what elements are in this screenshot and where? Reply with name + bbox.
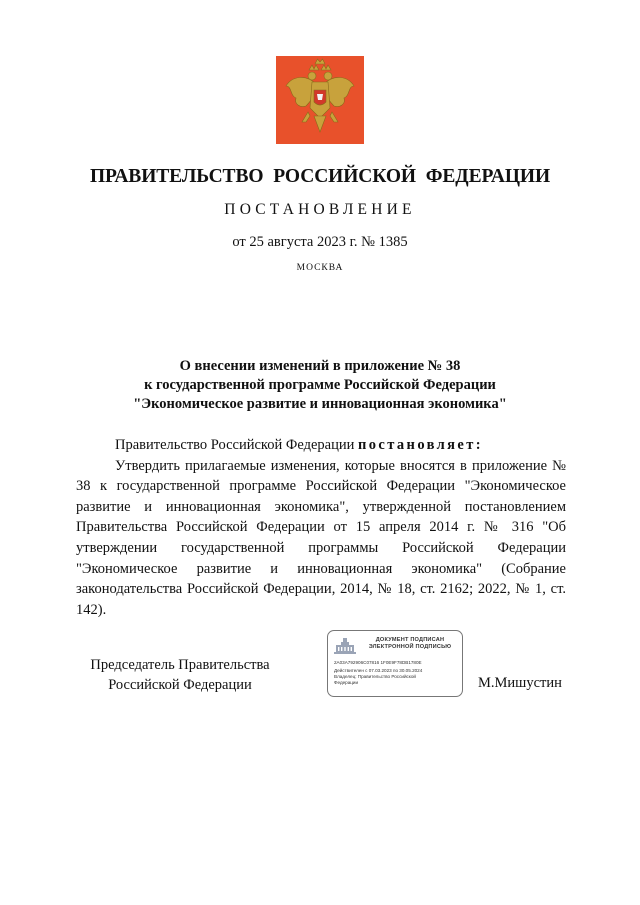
document-date-number: от 25 августа 2023 г. № 1385 bbox=[232, 234, 408, 250]
government-building-icon bbox=[334, 638, 356, 654]
government-title: ПРАВИТЕЛЬСТВО РОССИЙСКОЙ ФЕДЕРАЦИИ bbox=[89, 166, 551, 187]
signer-position-line: Председатель Правительства bbox=[90, 657, 270, 673]
signer-position-line: Российской Федерации bbox=[108, 677, 252, 693]
stamp-validity: Действителен с 07.03.2023 по 30.05.2024 bbox=[334, 668, 423, 673]
signer-name: М.Мишустин bbox=[478, 675, 562, 691]
subject-line: "Экономическое развитие и инновационная экономика" bbox=[133, 396, 507, 412]
stamp-title-line: ДОКУМЕНТ ПОДПИСАН bbox=[375, 637, 445, 643]
stamp-title bbox=[360, 637, 460, 651]
subject-line: О внесении изменений в приложение № 38 bbox=[179, 358, 461, 374]
document-subject bbox=[0, 357, 640, 414]
electronic-signature-stamp bbox=[327, 630, 463, 697]
document-body bbox=[76, 435, 566, 620]
coat-of-arms-icon bbox=[276, 56, 364, 144]
stamp-title-line: ЭЛЕКТРОННОЙ ПОДПИСЬЮ bbox=[368, 644, 452, 650]
subject-line: к государственной программе Российской Федерации bbox=[144, 377, 496, 393]
decree-word: постановляет: bbox=[357, 437, 484, 453]
signer-position bbox=[80, 655, 280, 695]
stamp-certificate: 2A03A792906C07816 1F0E9F78DB1780E bbox=[334, 660, 422, 665]
stamp-owner: Владелец: Правительство Российской Федерации bbox=[334, 674, 416, 685]
decree-paragraph: Утвердить прилагаемые изменения, которые вносятся в приложение № 38 к государственной программе Российской Федерации "Экономическое развитие и инновационная экономика", утвержденной постановлением Правительства Российской Федерации от 15 апреля 2014 г. № 316 "Об утверждении государственной программы Российской Федерации "Экономическое развитие и инновационная экономика" (Собрание законодательства Российской Федерации, 2014, № 18, ст. 2162; 2022, № 1, ст. 142). bbox=[76, 457, 566, 618]
preamble-text: Правительство Российской Федерации bbox=[115, 437, 358, 453]
document-city: МОСКВА bbox=[296, 263, 344, 273]
decree-preamble bbox=[76, 435, 566, 456]
document-type: ПОСТАНОВЛЕНИЕ bbox=[224, 201, 416, 218]
